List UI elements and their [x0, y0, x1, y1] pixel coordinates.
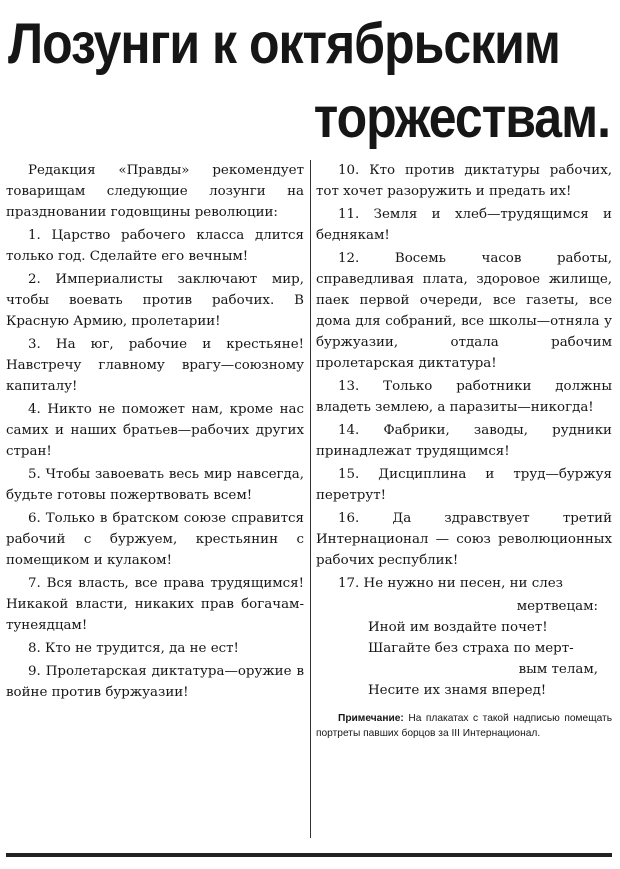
column-divider — [310, 160, 311, 838]
slogan-2: 2. Империалисты заключают мир, чтобы воевать против рабочих. В Красную Армию, пролетарии! — [6, 272, 304, 329]
slogan-5: 5. Чтобы завоевать весь мир навсегда, будьте готовы пожертвовать всем! — [6, 467, 304, 503]
headline-line-1: Лозунги к октябрьским — [8, 11, 560, 76]
slogan-15: 15. Дисциплина и труд—буржуя перетрут! — [316, 467, 612, 503]
headline-line-2: торжествам. — [313, 85, 610, 150]
slogan-13: 13. Только работники должны владеть землею, а паразиты—никогда! — [316, 379, 612, 415]
slogan-10: 10. Кто против диктатуры рабочих, тот хочет разоружить и предать их! — [316, 163, 612, 199]
footnote-text: На плакатах с такой надписью помещать портреты павших борцов за III Интернационал. — [316, 713, 612, 739]
verse-block — [316, 596, 612, 701]
slogan-8: 8. Кто не трудится, да не ест! — [28, 641, 239, 656]
verse-line: мертвецам: — [516, 599, 598, 614]
intro-paragraph: Редакция «Правды» рекомендует товарищам следующие лозунги на праздновании годовщины революции: — [6, 163, 304, 220]
verse-line: Шагайте без страха по мерт- — [368, 641, 574, 656]
footnote-label: Примечание: — [338, 713, 404, 724]
slogan-14: 14. Фабрики, заводы, рудники принадлежат трудящимся! — [316, 423, 612, 459]
slogan-11: 11. Земля и хлеб—трудящимся и беднякам! — [316, 207, 612, 243]
right-column — [316, 160, 612, 741]
slogan-16: 16. Да здравствует третий Интернационал — союз революционных рабочих республик! — [316, 511, 612, 568]
left-column — [6, 160, 304, 705]
footnote — [316, 711, 612, 741]
bottom-rule — [6, 853, 612, 857]
slogan-9: 9. Пролетарская диктатура—оружие в войне против буржуазии! — [6, 664, 304, 700]
slogan-6: 6. Только в братском союзе справится рабочий с буржуем, крестьянин с помещиком и кулаком! — [6, 511, 304, 568]
slogan-7: 7. Вся власть, все права трудящимся! Никакой власти, никаких прав богачам-тунеядцам! — [6, 576, 304, 633]
verse-line: Иной им воздайте почет! — [368, 620, 548, 635]
slogan-4: 4. Никто не поможет нам, кроме нас самих и наших братьев—рабочих других стран! — [6, 402, 304, 459]
verse-line: Несите их знамя вперед! — [368, 683, 547, 698]
slogan-17: 17. Не нужно ни песен, ни слез — [338, 576, 563, 591]
slogan-12: 12. Восемь часов работы, справедливая плата, здоровое жилище, паек первой очереди, все газеты, все дома для собраний, все школы—отняла у буржуазии, отдала рабочим пролетарская диктатура! — [316, 251, 612, 371]
verse-line: вым телам, — [518, 662, 598, 677]
slogan-1: 1. Царство рабочего класса длится только год. Сделайте его вечным! — [6, 228, 304, 264]
slogan-3: 3. На юг, рабочие и крестьяне! Навстречу главному врагу—союзному капиталу! — [6, 337, 304, 394]
